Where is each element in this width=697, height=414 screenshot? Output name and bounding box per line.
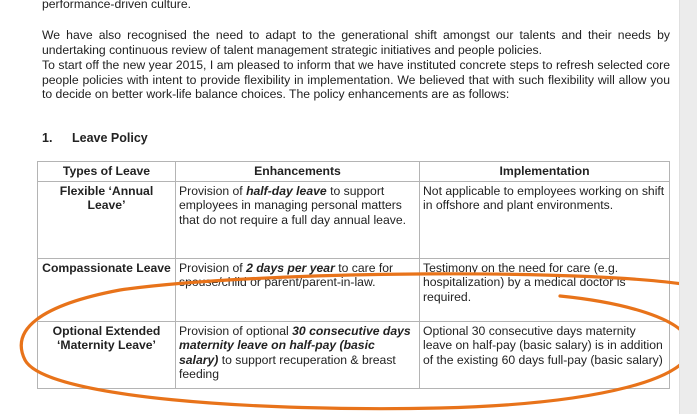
enhancement-text: to support employees in managing personal matters that do not require a full day annual leave. — [179, 183, 406, 227]
enhancement-cell — [176, 181, 420, 258]
section-title: Leave Policy — [72, 131, 148, 145]
leave-type-cell: Optional Extended ‘Maternity Leave’ — [38, 321, 176, 388]
table-row — [38, 258, 670, 321]
paragraph-generational-shift: We have also recognised the need to adapt to the generational shift amongst our talents and their needs by undertaking continuous review of talent management strategic initiatives and people policies. — [42, 28, 670, 57]
implementation-cell: Not applicable to employees working on shift in offshore and plant environments. — [420, 181, 670, 258]
enhancement-text: Provision of — [179, 260, 247, 275]
leave-policy-table — [37, 161, 670, 389]
paragraph-new-year-2015: To start off the new year 2015, I am pleased to inform that we have instituted concrete steps to refresh selected core people policies with intent to provide flexibility in implementation. We believed that with such flexibility will allow you to decide on better work-life balance choices. The policy enhancements are as follows: — [42, 58, 670, 102]
table-row — [38, 321, 670, 388]
scrollbar[interactable] — [679, 0, 697, 414]
enhancement-text: to care for spouse/child or parent/parent-in-law. — [179, 260, 394, 290]
enhancement-highlight: 30 consecutive days maternity leave on half-pay (basic salary) — [179, 323, 411, 367]
enhancement-highlight: half-day leave — [246, 183, 327, 198]
section-heading — [42, 131, 148, 145]
leave-type-cell: Flexible ‘Annual Leave’ — [38, 181, 176, 258]
enhancement-text: Provision of — [179, 183, 247, 198]
table-row — [38, 181, 670, 258]
enhancement-text: to support recuperation & breast feeding — [179, 352, 396, 382]
enhancement-text: Provision of optional — [179, 323, 293, 338]
enhancement-cell — [176, 258, 420, 321]
intro-text: performance-driven culture. — [42, 0, 192, 11]
leave-type-cell: Compassionate Leave — [38, 258, 176, 321]
header-implementation: Implementation — [420, 162, 670, 182]
enhancement-highlight: 2 days per year — [246, 260, 335, 275]
implementation-cell: Testimony on the need for care (e.g. hospitalization) by a medical doctor is required. — [420, 258, 670, 321]
table-header-row — [38, 162, 670, 182]
header-enhancements: Enhancements — [176, 162, 420, 182]
section-number: 1. — [42, 131, 53, 145]
enhancement-cell — [176, 321, 420, 388]
implementation-cell: Optional 30 consecutive days maternity leave on half-pay (basic salary) is in addition of the existing 60 days full-pay (basic salary) — [420, 321, 670, 388]
header-types-of-leave: Types of Leave — [38, 162, 176, 182]
